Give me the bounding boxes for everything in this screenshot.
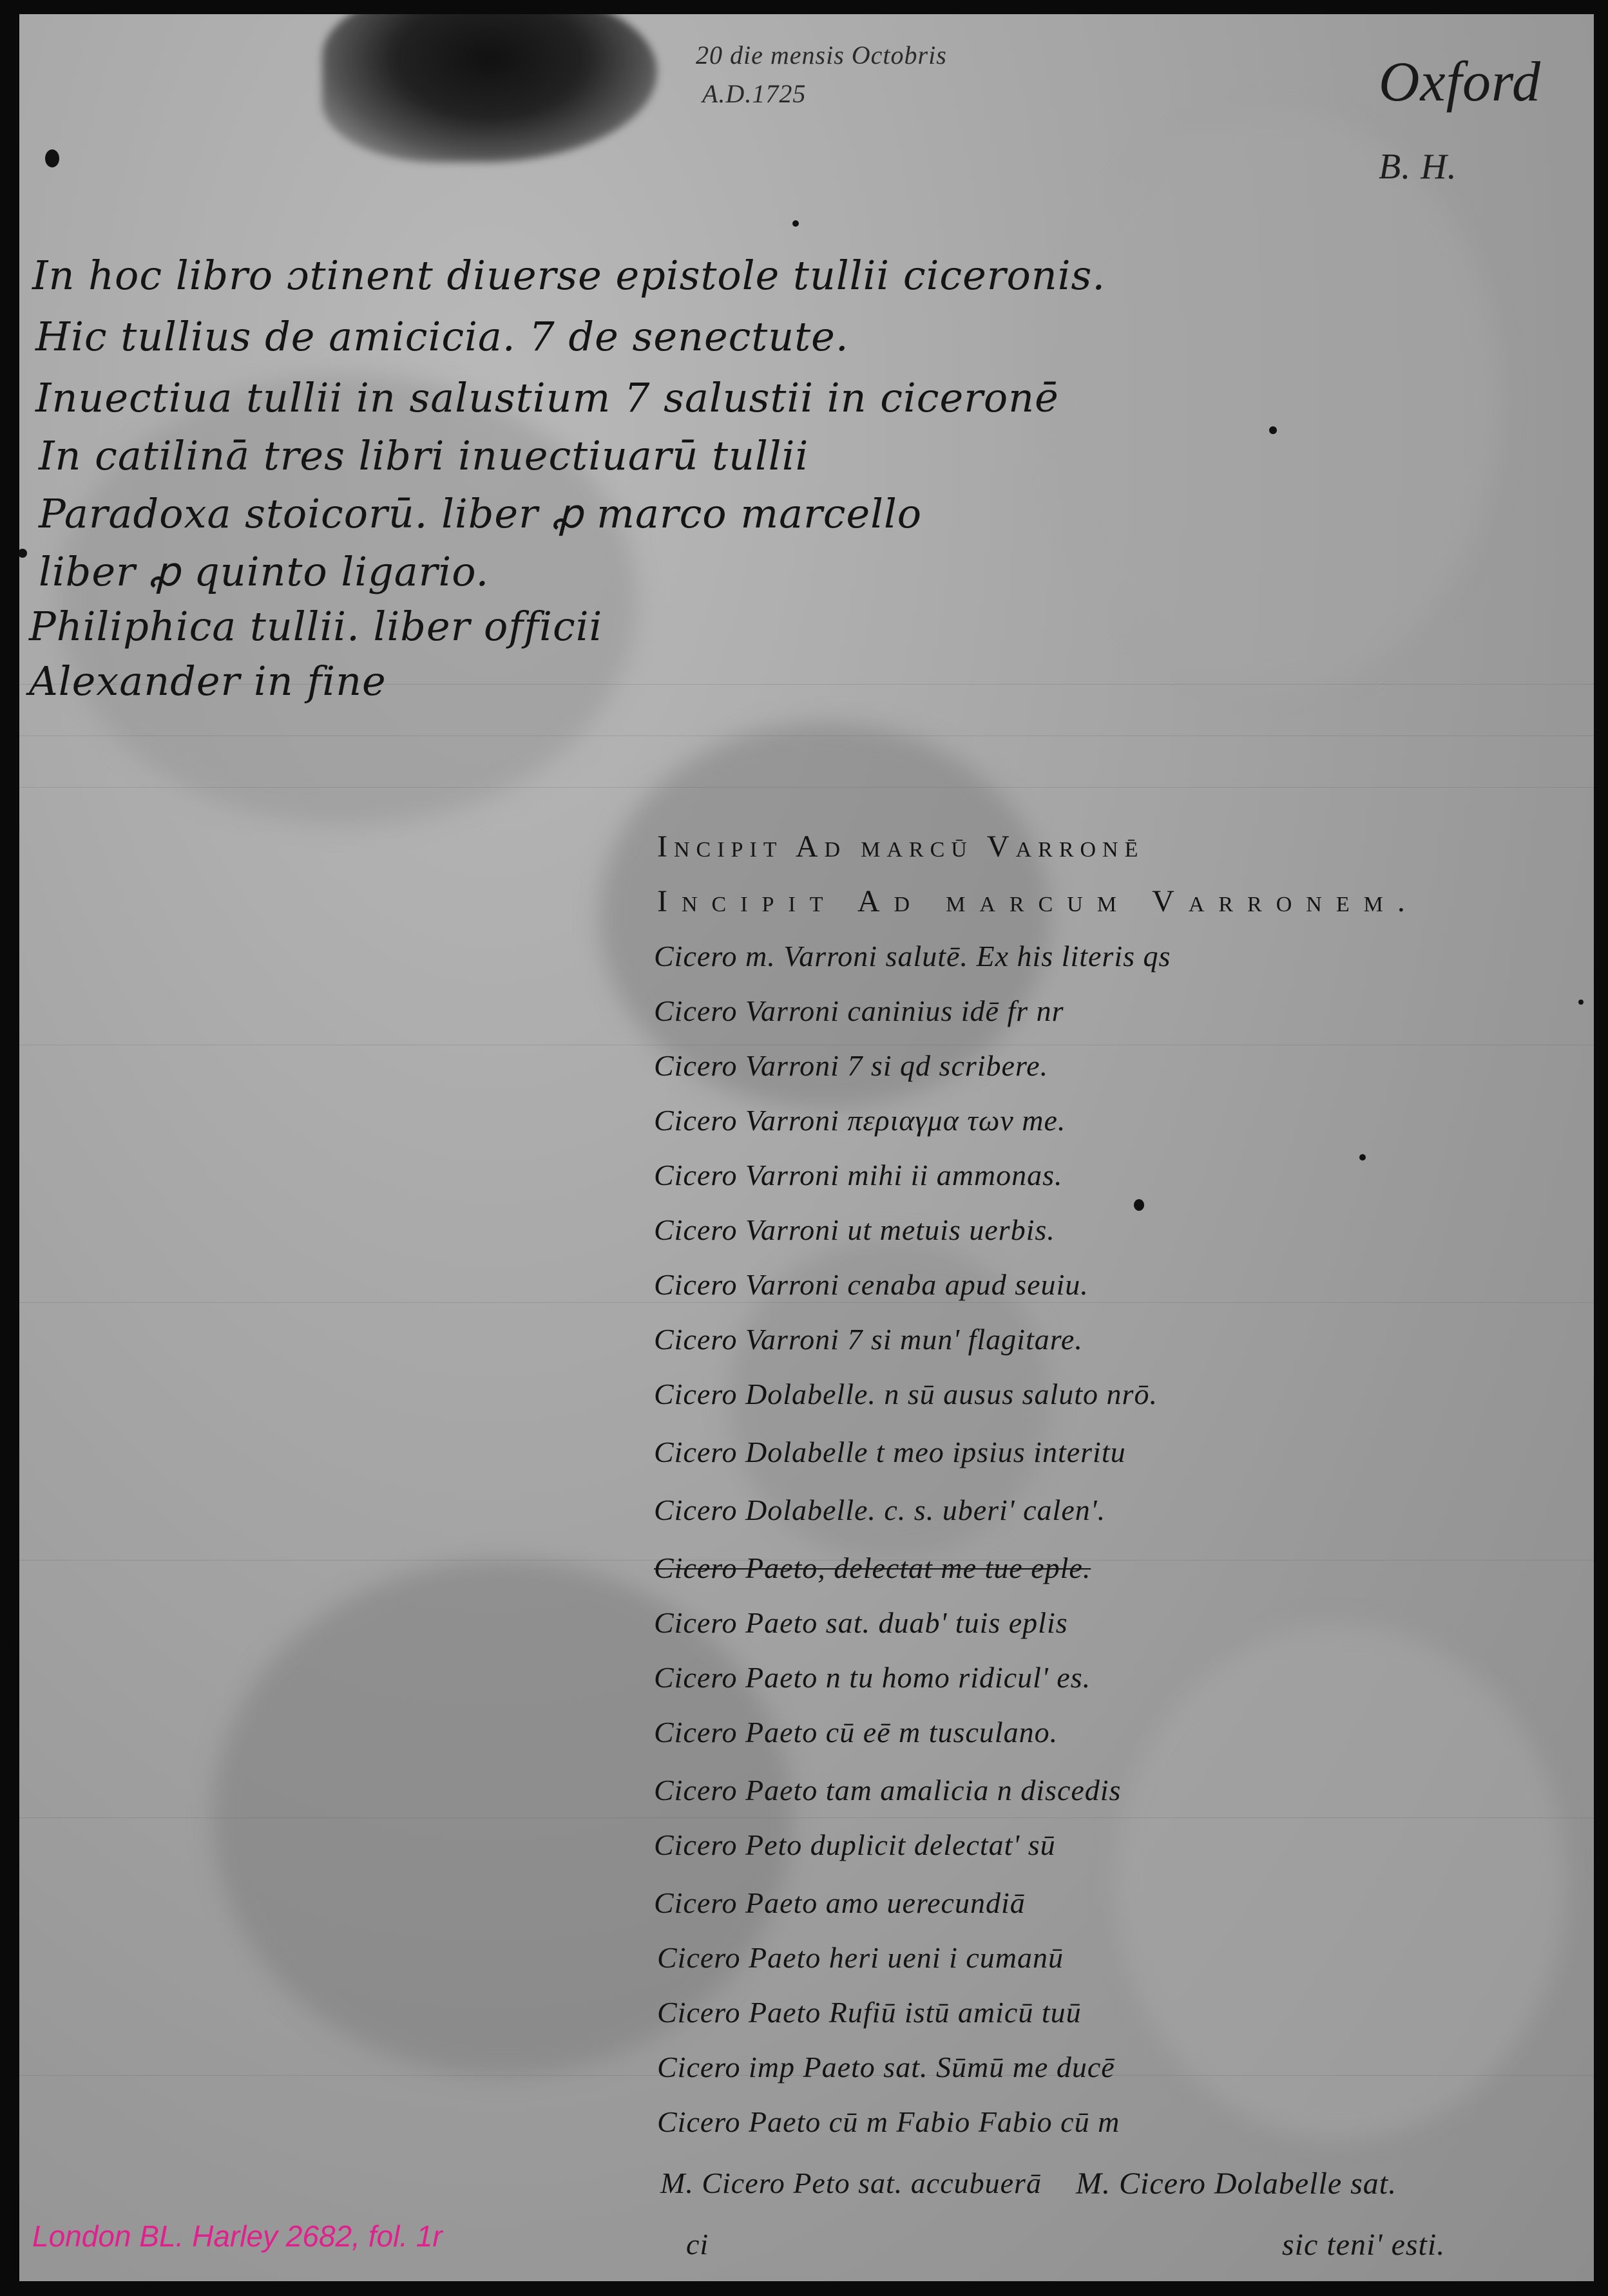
incipit-heading: Incipit Ad marcum Varronem. bbox=[657, 884, 1419, 918]
letter-line: Cicero Varroni 7 si mun' flagitare. bbox=[654, 1323, 1083, 1356]
incipit-heading: Incipit Ad marcū Varronē bbox=[657, 830, 1145, 864]
contents-line: Hic tullius de amicicia. 7 de senectute. bbox=[35, 313, 849, 360]
letter-line: Cicero Varroni περιαγμα των me. bbox=[654, 1104, 1066, 1137]
letter-line: ci bbox=[686, 2228, 709, 2261]
ink-speck bbox=[45, 149, 59, 167]
shelfmark-main: Oxford bbox=[1379, 51, 1542, 113]
letter-line-struck: Cicero Paeto, delectat me tue eple. bbox=[654, 1551, 1091, 1584]
letter-line: Cicero Varroni 7 si qd scribere. bbox=[654, 1049, 1049, 1082]
page-stain bbox=[1115, 1624, 1565, 2139]
letter-line: Cicero Peto duplicit delectat' sū bbox=[654, 1828, 1056, 1861]
letter-line: Cicero m. Varroni salutē. Ex his literis qs bbox=[654, 940, 1171, 972]
date-note-line-2: A.D.1725 bbox=[702, 79, 807, 108]
letter-line: Cicero Paeto n tu homo ridicul' es. bbox=[654, 1661, 1091, 1694]
letter-line: Cicero Dolabelle. n sū ausus saluto nrō. bbox=[654, 1378, 1158, 1410]
ink-speck bbox=[792, 220, 799, 227]
ruled-line bbox=[19, 787, 1594, 788]
contents-line: Alexander in fine bbox=[29, 658, 387, 705]
letter-line-right: sic teni' esti. bbox=[1282, 2228, 1446, 2262]
letter-line: M. Cicero Peto sat. accubuerā bbox=[660, 2167, 1042, 2199]
letter-line: Cicero Paeto amo uerecundiā bbox=[654, 1886, 1026, 1919]
letter-line: Cicero Varroni mihi ii ammonas. bbox=[654, 1159, 1063, 1191]
contents-line: In hoc libro ɔtinent diuerse epistole tullii ciceronis. bbox=[32, 252, 1106, 299]
letter-line: Cicero Paeto cū eē m tusculano. bbox=[654, 1716, 1058, 1749]
letter-line: Cicero Paeto tam amalicia n discedis bbox=[654, 1774, 1122, 1807]
letter-line: Cicero Dolabelle t meo ipsius interitu bbox=[654, 1436, 1126, 1468]
letter-line-right: M. Cicero Dolabelle sat. bbox=[1076, 2167, 1397, 2201]
letter-line: Cicero Paeto sat. duab' tuis eplis bbox=[654, 1606, 1068, 1639]
letter-line: Cicero Paeto cū m Fabio Fabio cū m bbox=[657, 2105, 1120, 2138]
contents-line: Inuectiua tullii in salustium 7 salustii in ciceronē bbox=[35, 374, 1059, 421]
contents-line: Paradoxa stoicorū. liber ꝓ marco marcello bbox=[39, 490, 923, 537]
ruled-line bbox=[19, 1817, 1594, 1818]
letter-line: Cicero Paeto Rufiū istū amicū tuū bbox=[657, 1996, 1082, 2029]
letter-line: Cicero Paeto heri ueni i cumanū bbox=[657, 1941, 1064, 1974]
ink-speck bbox=[1134, 1199, 1144, 1211]
ruled-line bbox=[19, 735, 1594, 736]
ink-speck bbox=[1269, 426, 1277, 434]
letter-line: Cicero Dolabelle. c. s. uberi' calen'. bbox=[654, 1494, 1106, 1526]
contents-line: In catilinā tres libri inuectiuarū tullii bbox=[39, 432, 809, 479]
letter-line: Cicero Varroni cenaba apud seuiu. bbox=[654, 1268, 1089, 1301]
contents-line: Philiphica tullii. liber officii bbox=[29, 603, 603, 650]
ink-speck bbox=[1359, 1154, 1366, 1161]
letter-line: Cicero Varroni caninius idē fr nr bbox=[654, 994, 1064, 1027]
letter-line: Cicero imp Paeto sat. Sūmū me ducē bbox=[657, 2051, 1115, 2083]
library-caption: London BL. Harley 2682, fol. 1r bbox=[32, 2219, 443, 2253]
letter-line: Cicero Varroni ut metuis uerbis. bbox=[654, 1213, 1055, 1246]
ink-blot bbox=[322, 14, 657, 162]
ruled-line bbox=[19, 1302, 1594, 1303]
ink-speck bbox=[19, 549, 27, 558]
contents-line: liber ꝓ quinto ligario. bbox=[39, 548, 490, 595]
date-note-line-1: 20 die mensis Octobris bbox=[696, 41, 947, 70]
ink-speck bbox=[1578, 1000, 1584, 1005]
manuscript-page bbox=[19, 14, 1594, 2281]
shelfmark-sub: B. H. bbox=[1379, 147, 1457, 187]
page-stain bbox=[1050, 111, 1501, 690]
